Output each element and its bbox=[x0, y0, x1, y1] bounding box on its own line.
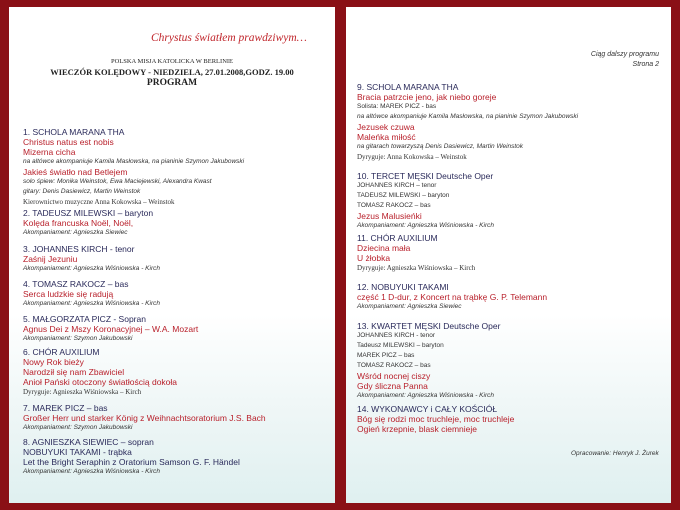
program-item bbox=[357, 404, 665, 434]
accompaniment-note: Akompaniament: Agnieszka Siewiec bbox=[23, 229, 128, 236]
item-title: 7. MAREK PICZ – bas bbox=[23, 403, 108, 413]
program-item bbox=[357, 171, 665, 231]
program-item bbox=[23, 403, 329, 433]
song-title: Großer Herr und starker König z Weihnachtsoratorium J.S. Bach bbox=[23, 413, 266, 423]
song-title: Serca ludzkie się radują bbox=[23, 289, 114, 299]
program-item bbox=[357, 82, 665, 162]
song-title: część 1 D-dur, z Koncert na trąbkę G. P. Telemann bbox=[357, 292, 548, 302]
song-title: Wśród nocnej ciszy bbox=[357, 371, 431, 381]
program-item bbox=[357, 282, 665, 312]
item-title: NOBUYUKI TAKAMI - trąbka bbox=[23, 447, 132, 457]
accompaniment-note: gitary: Denis Dasiewicz, Martin Weinstok bbox=[23, 188, 141, 195]
item-title: 1. SCHOLA MARANA THA bbox=[23, 127, 125, 137]
performer-line: Tadeusz MILEWSKI – baryton bbox=[357, 342, 444, 349]
item-title: 12. NOBUYUKI TAKAMI bbox=[357, 282, 449, 292]
item-title: 3. JOHANNES KIRCH - tenor bbox=[23, 244, 135, 254]
song-title: Anioł Pański otoczony światłością dokoła bbox=[23, 377, 178, 387]
song-title: Narodził się nam Zbawiciel bbox=[23, 367, 125, 377]
program-page-2 bbox=[346, 7, 671, 503]
song-title: Christus natus est nobis bbox=[23, 137, 114, 147]
item-title: 9. SCHOLA MARANA THA bbox=[357, 82, 459, 92]
song-title: Nowy Rok bieży bbox=[23, 357, 84, 367]
conductor-line: Dyryguje: Anna Kokowska – Weinstok bbox=[357, 153, 467, 161]
song-title: Mizerna cicha bbox=[23, 147, 76, 157]
program-item bbox=[23, 279, 329, 309]
accompaniment-note: Akompaniament: Agnieszka Wiśniowska - Kirch bbox=[23, 265, 160, 272]
item-title: 14. WYKONAWCY i CAŁY KOŚCIÓŁ bbox=[357, 404, 498, 414]
song-title: Bóg się rodzi moc truchleje, moc truchleje bbox=[357, 414, 515, 424]
program-item bbox=[23, 244, 329, 274]
conductor-line: Dyryguje: Agnieszka Wiśniowska – Kirch bbox=[23, 388, 142, 396]
item-title: 6. CHÓR AUXILIUM bbox=[23, 347, 100, 357]
program-page-1 bbox=[9, 7, 335, 503]
program-item bbox=[357, 321, 665, 401]
accompaniment-note: na gitarach towarzyszą Denis Dasiewicz, Martin Weinstok bbox=[357, 143, 524, 150]
accompaniment-note: na altówce akompaniuje Kamila Masłowska, na pianinie Szymon Jakubowski bbox=[23, 158, 245, 165]
accompaniment-note: Akompaniament: Agnieszka Wiśniowska - Kirch bbox=[357, 392, 494, 399]
program-item bbox=[23, 437, 329, 477]
accompaniment-note: Akompaniament: Agnieszka Wiśniowska - Kirch bbox=[357, 222, 494, 229]
song-title: Maleńka miłość bbox=[357, 132, 416, 142]
song-title: U żłobka bbox=[357, 253, 391, 263]
item-title: 11. CHÓR AUXILIUM bbox=[357, 233, 438, 243]
accompaniment-note: na altówce akompaniuje Kamila Masłowska, na pianinie Szymon Jakubowski bbox=[357, 113, 579, 120]
program-item bbox=[23, 347, 329, 397]
accompaniment-note: solo śpiew: Monika Weinstok, Ewa Maciejewski, Alexandra Kwast bbox=[23, 178, 212, 185]
conductor-line: Dyryguje: Agnieszka Wiśniowska – Kirch bbox=[357, 264, 476, 272]
song-title: Jezusek czuwa bbox=[357, 122, 415, 132]
accompaniment-note: Akompaniament: Szymon Jakubowski bbox=[23, 424, 133, 431]
item-title: Let the Bright Seraphin z Oratorium Samson G. F. Händel bbox=[23, 457, 240, 467]
song-title: Agnus Dei z Mszy Koronacyjnej – W.A. Mozart bbox=[23, 324, 199, 334]
item-title: 2. TADEUSZ MILEWSKI – baryton bbox=[23, 208, 154, 218]
song-title: Dziecina mała bbox=[357, 243, 411, 253]
song-title: Zaśnij Jezuniu bbox=[23, 254, 78, 264]
program-item bbox=[23, 314, 329, 344]
performer-line: TOMASZ RAKOCZ – bas bbox=[357, 362, 431, 369]
performer-line: TOMASZ RAKOCZ – bas bbox=[357, 202, 431, 209]
accompaniment-note: Akompaniament: Agnieszka Wiśniowska - Kirch bbox=[23, 468, 160, 475]
item-title: 8. AGNIESZKA SIEWIEC – sopran bbox=[23, 437, 154, 447]
program-heading: PROGRAM bbox=[146, 78, 198, 88]
accompaniment-note: Akompaniament: Agnieszka Wiśniowska - Kirch bbox=[23, 300, 160, 307]
program-item bbox=[357, 233, 665, 273]
song-title: Ogień krzepnie, blask ciemnieje bbox=[357, 424, 478, 434]
program-item bbox=[23, 127, 329, 207]
performer-line: Solista: MAREK PICZ - bas bbox=[357, 103, 437, 110]
motto: Chrystus światłem prawdziwym… bbox=[151, 32, 307, 44]
song-title: Kolęda francuska Noël, Noël, bbox=[23, 218, 134, 228]
conductor-line: Kierownictwo muzyczne Anna Kokowska – Weinstok bbox=[23, 198, 175, 206]
page-label: Strona 2 bbox=[632, 61, 659, 68]
performer-line: JOHANNES KIRCH – tenor bbox=[357, 182, 437, 189]
performer-line: TADEUSZ MILEWSKI – baryton bbox=[357, 192, 450, 199]
song-title: Gdy śliczna Panna bbox=[357, 381, 428, 391]
continued-note: Ciąg dalszy programu bbox=[590, 51, 659, 58]
song-title: Jakieś światło nad Betlejem bbox=[23, 167, 128, 177]
item-title: 5. MAŁGORZATA PICZ - Sopran bbox=[23, 314, 146, 324]
item-title: 4. TOMASZ RAKOCZ – bas bbox=[23, 279, 129, 289]
item-title: 13. KWARTET MĘSKI Deutsche Oper bbox=[357, 321, 501, 331]
program-item bbox=[23, 208, 329, 238]
credit-line: Opracowanie: Henryk J. Żurek bbox=[571, 450, 659, 457]
performer-line: MAREK PICZ – bas bbox=[357, 352, 415, 359]
organizer-line: POLSKA MISJA KATOLICKA W BERLINIE bbox=[110, 58, 234, 65]
event-line: WIECZÓR KOLĘDOWY - NIEDZIELA, 27.01.2008,GODZ. 19.00 bbox=[50, 67, 294, 77]
song-title: Jezus Malusieńki bbox=[357, 211, 422, 221]
accompaniment-note: Akompaniament: Szymon Jakubowski bbox=[23, 335, 133, 342]
performer-line: JOHANNES KIRCH - tenor bbox=[357, 332, 436, 339]
accompaniment-note: Akompaniament: Agnieszka Siewiec bbox=[357, 303, 462, 310]
item-title: 10. TERCET MĘSKI Deutsche Oper bbox=[357, 171, 494, 181]
song-title: Bracia patrzcie jeno, jak niebo goreje bbox=[357, 92, 497, 102]
